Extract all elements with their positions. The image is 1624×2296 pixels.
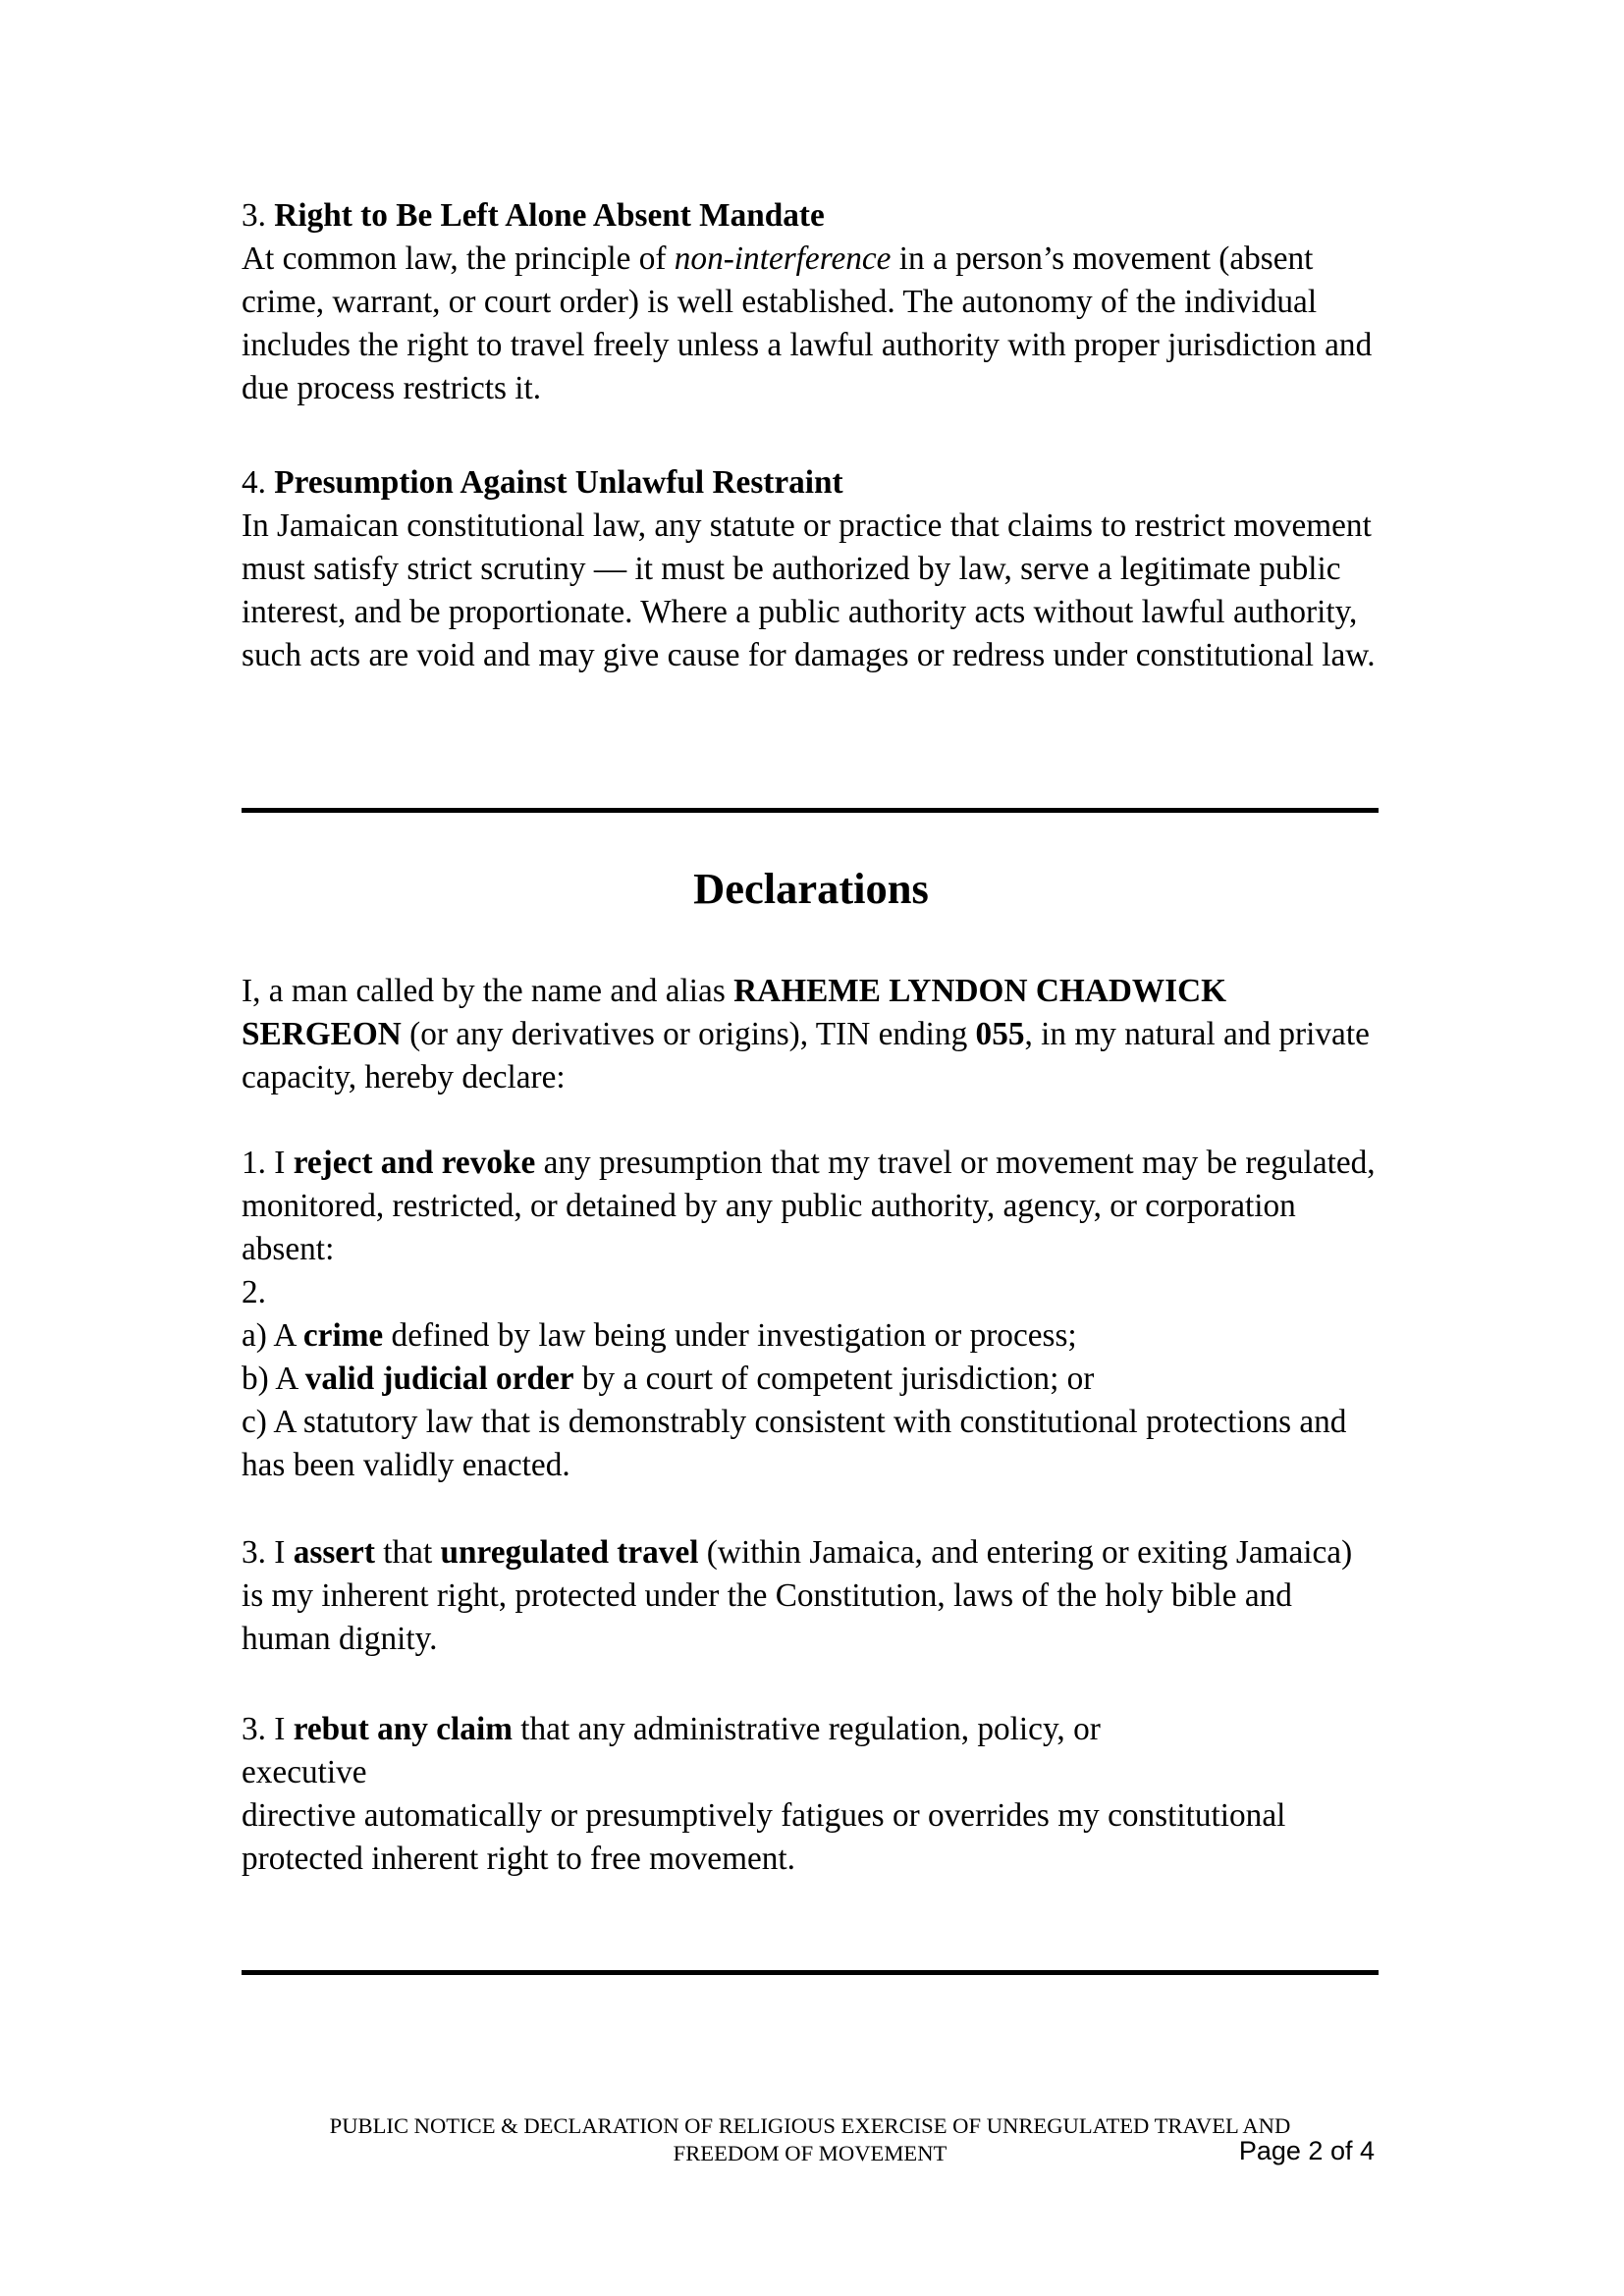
declaration-items-group [242,1142,1380,1487]
text-run: , in my natural and private capacity, hereby declare: [242,1016,1370,1095]
text-run: defined by law being under investigation or process; [383,1317,1077,1354]
rebut-line-3: directive automatically or presumptively fatigues or overrides my constitutional protected inherent right to free movement. [242,1797,1286,1877]
page-footer [242,2112,1379,2166]
declaration-item-3-assert [242,1531,1380,1661]
declarations-intro [242,970,1380,1099]
text-run: I, a man called by the name and alias [242,973,734,1009]
section-4-number: 4. [242,464,275,501]
text-run-bold: valid judicial order [304,1361,574,1397]
footer-title-line-1: PUBLIC NOTICE & DECLARATION OF RELIGIOUS EXERCISE OF UNREGULATED TRAVEL AND [329,2113,1291,2138]
text-run: any presumption that my travel or movement may be regulated, monitored, restricted, or detained by any public authority, agency, or corporation absent: [242,1145,1376,1267]
text-run: In Jamaican constitutional law, any statute or practice that claims to restrict movement must satisfy strict scrutiny — it must be authorized by law, serve a legitimate public interest, and be proportionate. Where a public authority acts without lawful authority, such acts are void and may give cause for damages or redress under constitutional law. [242,507,1376,673]
text-run-bold: crime [302,1317,384,1354]
section-4-body [242,505,1380,677]
text-run: 1. I [242,1145,294,1181]
text-run-bold: assert [293,1534,375,1571]
text-run: At common law, the principle of [242,240,675,277]
text-run: that any administrative regulation, policy, or [512,1711,1101,1747]
declaration-item-2-label: 2. [242,1274,266,1310]
declaration-item-2c [242,1401,1380,1487]
declaration-item-2b [242,1358,1380,1401]
section-3-heading [242,194,1380,238]
text-run: (within Jamaica, and entering or exiting Jamaica) is my inherent right, protected under the Constitution, laws of the holy bible and human dignity. [242,1534,1353,1657]
rebut-line-2: executive [242,1754,367,1790]
text-run: (or any derivatives or origins), TIN ending [401,1016,976,1052]
text-run-bold: reject and revoke [293,1145,536,1181]
text-run: 3. I [242,1534,294,1571]
declaration-item-2a [242,1314,1380,1358]
section-3-title: Right to Be Left Alone Absent Mandate [274,197,825,234]
declarant-name: RAHEME LYNDON CHADWICK SERGEON [242,973,1227,1052]
section-3-body [242,238,1380,410]
text-run: by a court of competent jurisdiction; or [573,1361,1095,1397]
section-4-heading [242,461,1380,505]
tin-ending: 055 [975,1016,1025,1052]
declaration-item-3-rebut [242,1708,1380,1881]
section-3-number: 3. [242,197,275,234]
text-run: b) A [242,1361,305,1397]
text-run: that [374,1534,441,1571]
page-number: Page 2 of 4 [1238,2136,1375,2165]
text-run-bold: rebut any claim [293,1711,513,1747]
text-run: 3. I [242,1711,294,1747]
declarations-title: Declarations [693,864,929,913]
text-run-bold: unregulated travel [440,1534,699,1571]
text-run-italic: non-interference [674,240,892,277]
footer-title-line-2: FREEDOM OF MOVEMENT [673,2140,947,2165]
declaration-item-1 [242,1142,1380,1271]
text-run: c) A statutory law that is demonstrably consistent with constitutional protections and has been validly enacted. [242,1404,1347,1483]
bottom-section-divider [242,1970,1379,1975]
text-run: in a person’s movement (absent crime, warrant, or court order) is well established. The autonomy of the individual includes the right to travel freely unless a lawful authority with proper jurisdiction and due process restricts it. [242,240,1373,406]
rebut-line-1 [242,1708,1380,1751]
top-section-divider [242,808,1379,813]
section-4-title: Presumption Against Unlawful Restraint [274,464,843,501]
text-run: a) A [242,1317,303,1354]
